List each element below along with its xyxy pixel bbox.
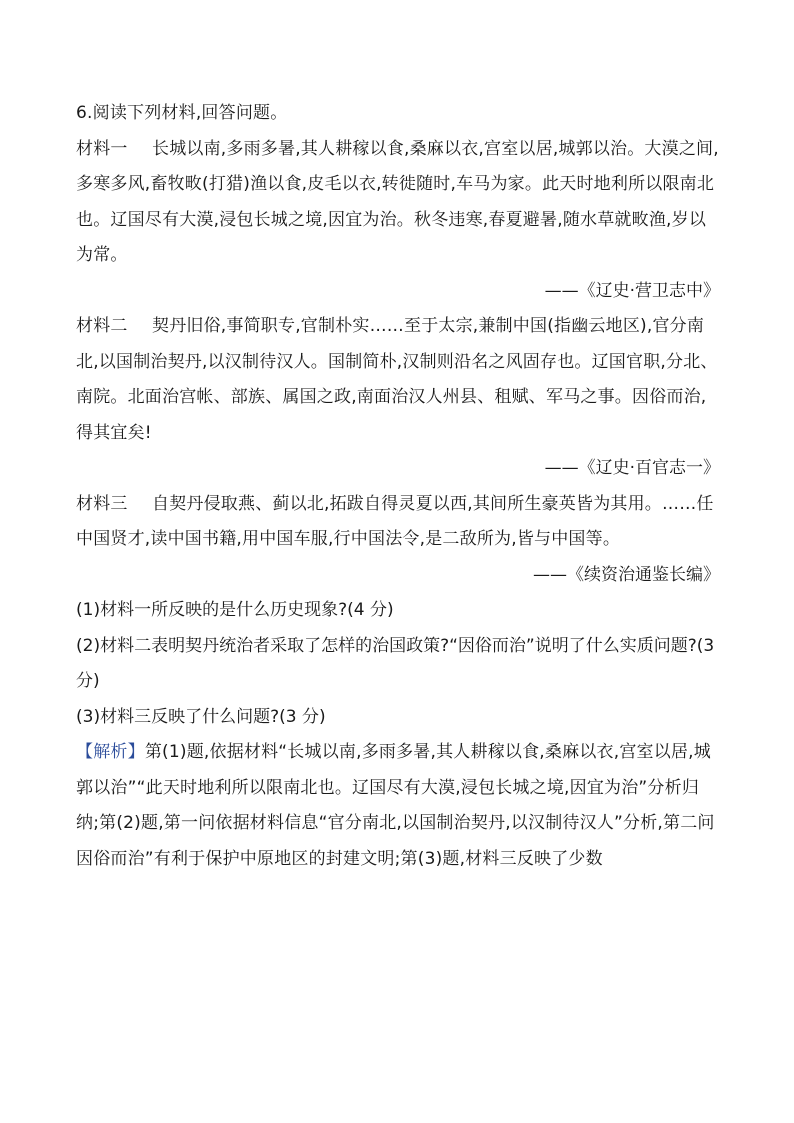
material-1-source: ——《辽史·营卫志中》 bbox=[544, 280, 720, 301]
document-page bbox=[76, 96, 722, 877]
sub-question-2: (2)材料二表明契丹统治者采取了怎样的治国政策?“因俗而治”说明了什么实质问题?(3 分) bbox=[76, 635, 715, 691]
material-1 bbox=[76, 132, 722, 310]
analysis bbox=[76, 735, 722, 877]
material-2-source: ——《辽史·百官志一》 bbox=[544, 458, 720, 478]
sub-question-3: (3)材料三反映了什么问题?(3 分) bbox=[76, 706, 326, 727]
material-2 bbox=[76, 309, 722, 487]
sub-question-1: (1)材料一所反映的是什么历史现象?(4 分) bbox=[76, 600, 394, 620]
material-1-label: 材料一 bbox=[76, 138, 128, 159]
material-3-source: ——《续资治通鉴长编》 bbox=[533, 564, 720, 585]
question-title: 6.阅读下列材料,回答问题。 bbox=[76, 103, 288, 123]
material-1-text: 长城以南,多雨多暑,其人耕稼以食,桑麻以衣,宫室以居,城郭以治。大漠之间,多寒多风,畜牧畋(打猎)渔以食,皮毛以衣,转徙随时,车马为家。此天时地利所以限南北也。辽国尽有大漠,浸包长城之境,因宜为治。秋冬违寒,春夏避暑,随水草就畋渔,岁以为常。 bbox=[76, 138, 719, 265]
material-2-text: 契丹旧俗,事简职专,官制朴实……至于太宗,兼制中国(指幽云地区),官分南北,以国制治契丹,以汉制待汉人。国制简朴,汉制则沿名之风固存也。辽国官职,分北、南院。北面治宫帐、部族、属国之政,南面治汉人州县、租赋、军马之事。因俗而治,得其宜矣! bbox=[76, 316, 718, 443]
material-3-label: 材料三 bbox=[76, 493, 128, 514]
material-3 bbox=[76, 487, 722, 594]
material-3-text: 自契丹侵取燕、蓟以北,拓跋自得灵夏以西,其间所生豪英皆为其用。……任中国贤才,读中国书籍,用中国车服,行中国法令,是二敌所为,皆与中国等。 bbox=[76, 493, 714, 549]
material-2-label: 材料二 bbox=[76, 316, 128, 336]
analysis-text: 第(1)题,依据材料“长城以南,多雨多暑,其人耕稼以食,桑麻以衣,宫室以居,城郭以治”“此天时地利所以限南北也。辽国尽有大漠,浸包长城之境,因宜为治”分析归纳;第(2)题,第一问依据材料信息“官分南北,以国制治契丹,以汉制待汉人”分析,第二问因俗而治”有利于保护中原地区的封建文明;第(3)题,材料三反映了少数 bbox=[76, 742, 715, 869]
analysis-label: 【解析】 bbox=[76, 742, 145, 762]
